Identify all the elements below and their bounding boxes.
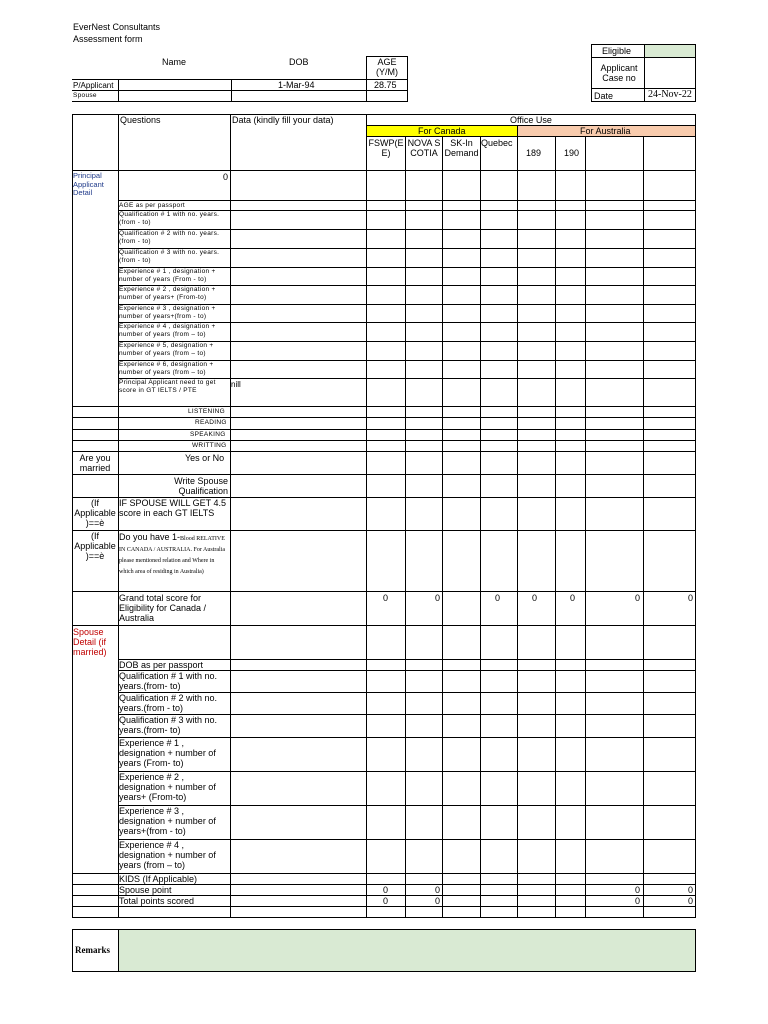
case-no-label: Applicant Case no — [600, 63, 638, 83]
spouse-row-qual-3: Qualification # 3 with no. years.(from- to) — [119, 715, 218, 735]
principal-applicant-label: P/Applicant — [73, 81, 114, 90]
band-listening: LISTENING — [188, 408, 226, 415]
date-label-cell — [591, 88, 645, 102]
married-label: Are you married — [79, 453, 111, 473]
col-name: Name — [162, 57, 187, 67]
office-use-header: Office Use — [510, 115, 552, 125]
pa-row-exp-2: Experience # 2 , designation + number of years+ (From-to) — [119, 286, 216, 301]
eligible-label: Eligible — [602, 46, 632, 56]
spouse-row-dob: DOB as per passport — [119, 660, 204, 670]
for-australia-label: For Australia — [580, 126, 631, 136]
pa-age: 28.75 — [374, 80, 397, 90]
grand-value-190: 0 — [569, 593, 575, 603]
total-points-nova: 0 — [434, 896, 440, 906]
spouse-point-aus-4: 0 — [687, 885, 693, 895]
col-nova-scotia: NOVA SCOTIA — [407, 138, 441, 158]
pa-row-exp-5: Experience # 5, designation + number of years (from – to) — [119, 342, 214, 357]
col-age: AGE (Y/M) — [376, 57, 398, 77]
form-title: Assessment form — [73, 34, 143, 44]
total-points-fswp: 0 — [382, 896, 388, 906]
if-applicable-2: (If Applicable )==è — [74, 531, 116, 561]
pa-dob: 1-Mar-94 — [278, 80, 315, 90]
eligible-value-field[interactable] — [644, 44, 696, 58]
grand-value-aus-3: 0 — [634, 593, 640, 603]
pa-row-exp-4: Experience # 4 , designation + number of years (from – to) — [119, 323, 216, 338]
pa-row-qual-3: Qualification # 3 with no. years.(from - to) — [119, 249, 220, 264]
col-189: 189 — [526, 148, 542, 158]
spouse-detail-label: Spouse Detail (if married) — [73, 627, 107, 657]
grand-value-fswp: 0 — [382, 593, 388, 603]
total-points-label: Total points scored — [119, 896, 195, 906]
col-dob: DOB — [289, 57, 309, 67]
pa-row-exp-3: Experience # 3 , designation + number of years+(from - to) — [119, 305, 216, 320]
grand-value-quebec: 0 — [494, 593, 500, 603]
spouse-row-exp-2: Experience # 2 , designation + number of years+ (From-to) — [119, 772, 216, 802]
spouse-point-nova: 0 — [434, 885, 440, 895]
spouse-data-input-area[interactable] — [231, 660, 365, 884]
yes-no-label: Yes or No — [185, 453, 225, 463]
spouse-row-exp-4: Experience # 4 , designation + number of years (from – to) — [119, 840, 216, 870]
for-canada-label: For Canada — [418, 126, 466, 136]
questions-header: Questions — [120, 115, 161, 125]
date-label: Date — [594, 91, 614, 101]
case-no-field[interactable] — [644, 57, 696, 89]
grand-total-label: Grand total score for Eligibility for Canada / Australia — [119, 593, 207, 623]
pa-row-exp-1: Experience # 1 , designation + number of years (From - to) — [119, 268, 216, 283]
total-points-aus-3: 0 — [634, 896, 640, 906]
principal-applicant-detail-label: Principal Applicant Detail — [73, 171, 104, 197]
kids-label: KIDS (If Applicable) — [119, 874, 198, 884]
date-field[interactable] — [644, 88, 696, 102]
band-reading: READING — [195, 419, 227, 426]
grand-value-aus-4: 0 — [687, 593, 693, 603]
band-writting: WRITTING — [192, 442, 227, 449]
spouse-label: Spouse — [73, 92, 97, 99]
col-quebec: Quebec — [481, 138, 513, 148]
col-fswp: FSWP(EE) — [368, 138, 404, 158]
spouse-row-exp-1: Experience # 1 , designation + number of years (From- to) — [119, 738, 216, 768]
data-header: Data (kindly fill your data) — [232, 115, 334, 125]
spouse-qualification-label: Write Spouse Qualification — [174, 476, 228, 496]
eligible-label-cell — [591, 44, 645, 58]
total-points-aus-4: 0 — [687, 896, 693, 906]
spouse-row-qual-1: Qualification # 1 with no. years.(from- to) — [119, 671, 218, 691]
pa-row-qual-1: Qualification # 1 with no. years.(from - to) — [119, 211, 220, 226]
grand-value-nova: 0 — [434, 593, 440, 603]
remarks-field[interactable] — [119, 930, 695, 971]
spouse-ielts-question: IF SPOUSE WILL GET 4.5 score in each GT IELTS — [119, 498, 227, 518]
company-name: EverNest Consultants — [73, 22, 161, 32]
spouse-row-exp-3: Experience # 3 , designation + number of years+(from - to) — [119, 806, 216, 836]
blood-relative-question: Do you have 1-Blood RELATIVE IN CANADA / AUSTRALIA. For Australia please mentioned relation and Where in which area of residing in Australia) — [119, 532, 225, 575]
questions-data-input-area[interactable] — [231, 452, 365, 625]
pa-row-age: AGE as per passport — [119, 202, 186, 209]
spouse-point-aus-3: 0 — [634, 885, 640, 895]
case-no-label-cell — [591, 57, 645, 89]
remarks-label: Remarks — [75, 945, 110, 955]
ielts-question: Principal Applicant need to get score in GT IELTS / PTE — [119, 379, 216, 394]
grand-value-189: 0 — [531, 593, 537, 603]
spouse-point-fswp: 0 — [382, 885, 388, 895]
pa-row-exp-6: Experience # 6, designation + number of years (from – to) — [119, 361, 214, 376]
spouse-point-label: Spouse point — [119, 885, 172, 895]
col-190: 190 — [564, 148, 580, 158]
col-sk-in-demand: SK-In Demand — [444, 138, 479, 158]
spouse-row-qual-2: Qualification # 2 with no. years.(from - to) — [119, 693, 218, 713]
pa-data-input-area[interactable] — [231, 201, 365, 406]
pa-row-qual-2: Qualification # 2 with no. years.(from - to) — [119, 230, 220, 245]
ielts-data: nill — [231, 380, 241, 389]
band-speaking: SPEAKING — [190, 431, 226, 438]
principal-zero: 0 — [223, 172, 229, 182]
date-value: 24-Nov-22 — [648, 89, 692, 100]
if-applicable-1: (If Applicable )==è — [74, 498, 116, 528]
